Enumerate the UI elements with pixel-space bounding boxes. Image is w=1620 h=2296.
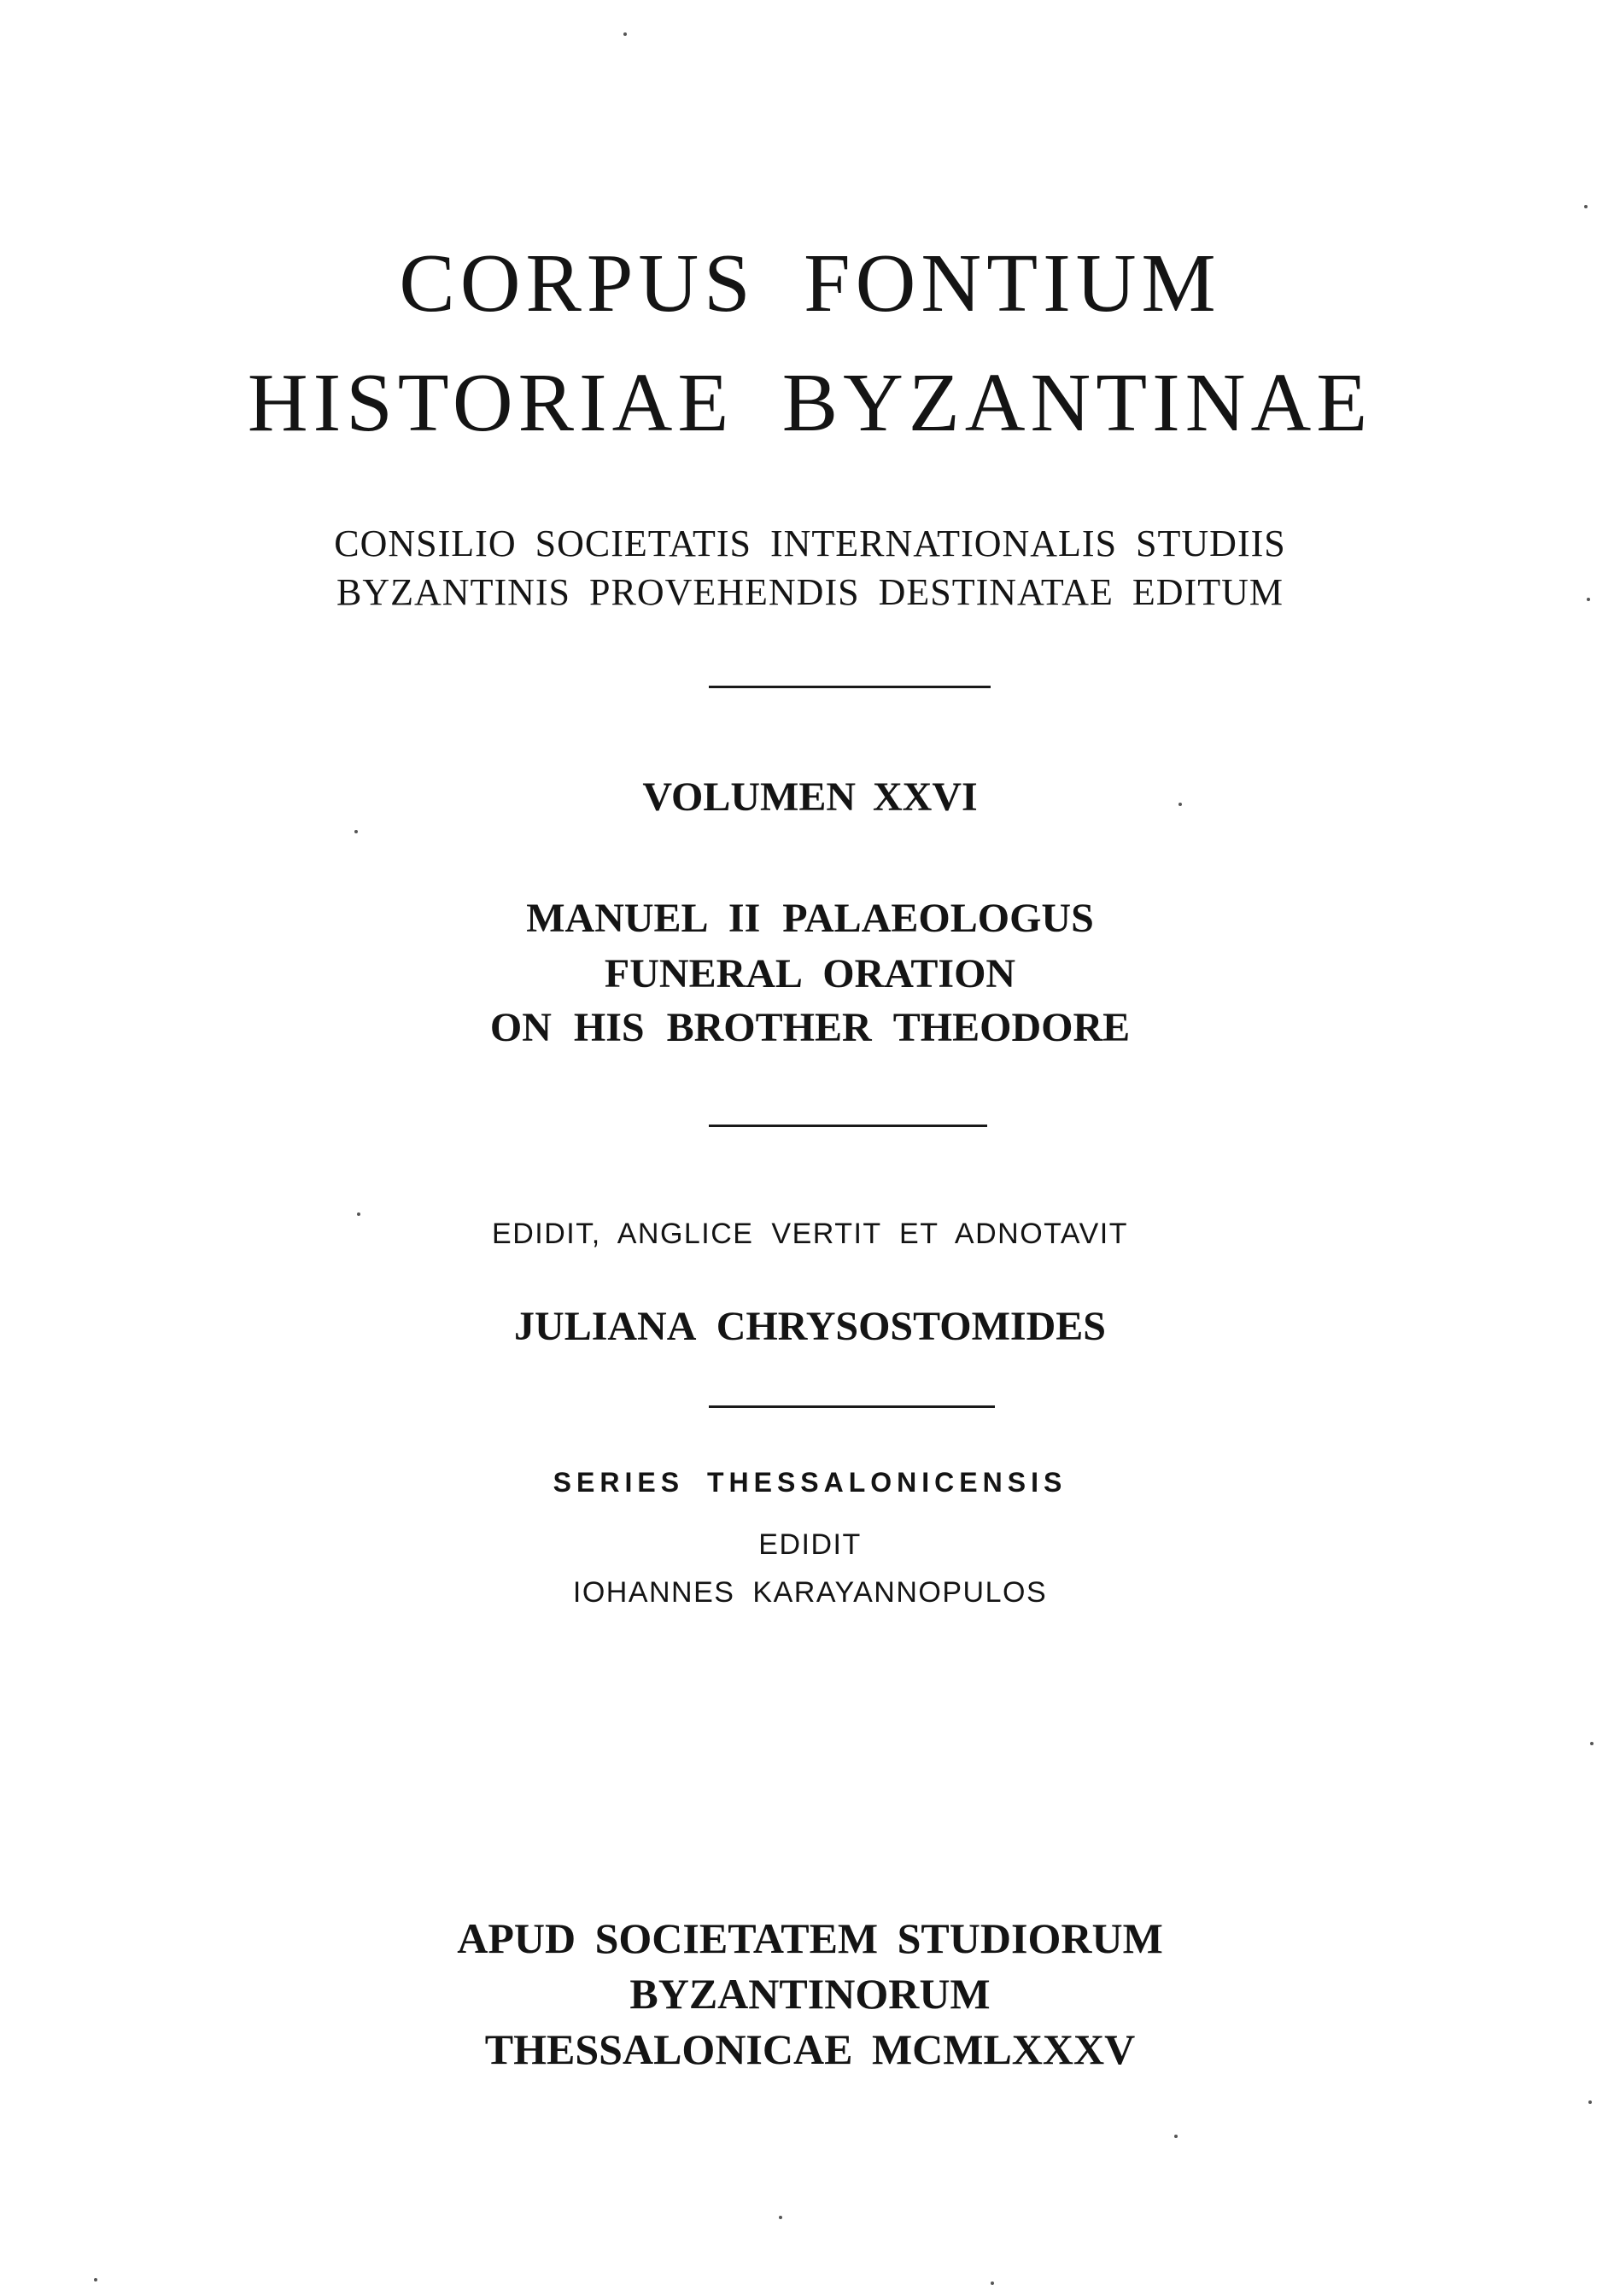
scan-speck: [1587, 598, 1590, 601]
series-title-line-1: CORPUS FONTIUM: [399, 237, 1221, 330]
work-title-line-3: ON HIS BROTHER THEODORE: [489, 1005, 1131, 1050]
editor-note: EDIDIT, ANGLICE VERTIT ET ADNOTAVIT: [492, 1218, 1128, 1250]
divider-rule-3: [709, 1405, 995, 1408]
sub-series-edidit: EDIDIT: [758, 1528, 862, 1561]
scan-speck: [779, 2216, 782, 2219]
scan-speck: [1584, 205, 1588, 208]
council-line-1: CONSILIO SOCIETATIS INTERNATIONALIS STUDIIS: [334, 523, 1286, 564]
series-title-line-2: HISTORIAE BYZANTINAE: [247, 357, 1373, 449]
sub-series-editor: IOHANNES KARAYANNOPULOS: [572, 1576, 1048, 1609]
scan-speck: [1588, 2100, 1592, 2104]
divider-rule-1: [709, 686, 991, 688]
scan-speck: [991, 2281, 994, 2285]
divider-rule-2: [709, 1125, 987, 1127]
publisher-line-3: THESSALONICAE MCMLXXXV: [484, 2025, 1136, 2073]
scan-speck: [1590, 1742, 1594, 1745]
sub-series-title: SERIES THESSALONICENSIS: [553, 1467, 1067, 1498]
volume-number: VOLUMEN XXVI: [642, 774, 978, 820]
scan-speck: [1174, 2135, 1178, 2138]
scan-speck: [357, 1212, 360, 1216]
scan-speck: [94, 2278, 97, 2281]
scan-speck: [623, 32, 627, 36]
editor-name: JULIANA CHRYSOSTOMIDES: [514, 1304, 1106, 1349]
scan-speck: [354, 830, 358, 833]
scan-speck: [1178, 803, 1182, 806]
work-title-line-1: MANUEL II PALAEOLOGUS: [526, 896, 1094, 941]
work-title-line-2: FUNERAL ORATION: [604, 951, 1016, 996]
publisher-line-1: APUD SOCIETATEM STUDIORUM: [457, 1914, 1163, 1962]
publisher-line-2: BYZANTINORUM: [629, 1970, 991, 2018]
council-line-2: BYZANTINIS PROVEHENDIS DESTINATAE EDITUM: [336, 571, 1284, 613]
